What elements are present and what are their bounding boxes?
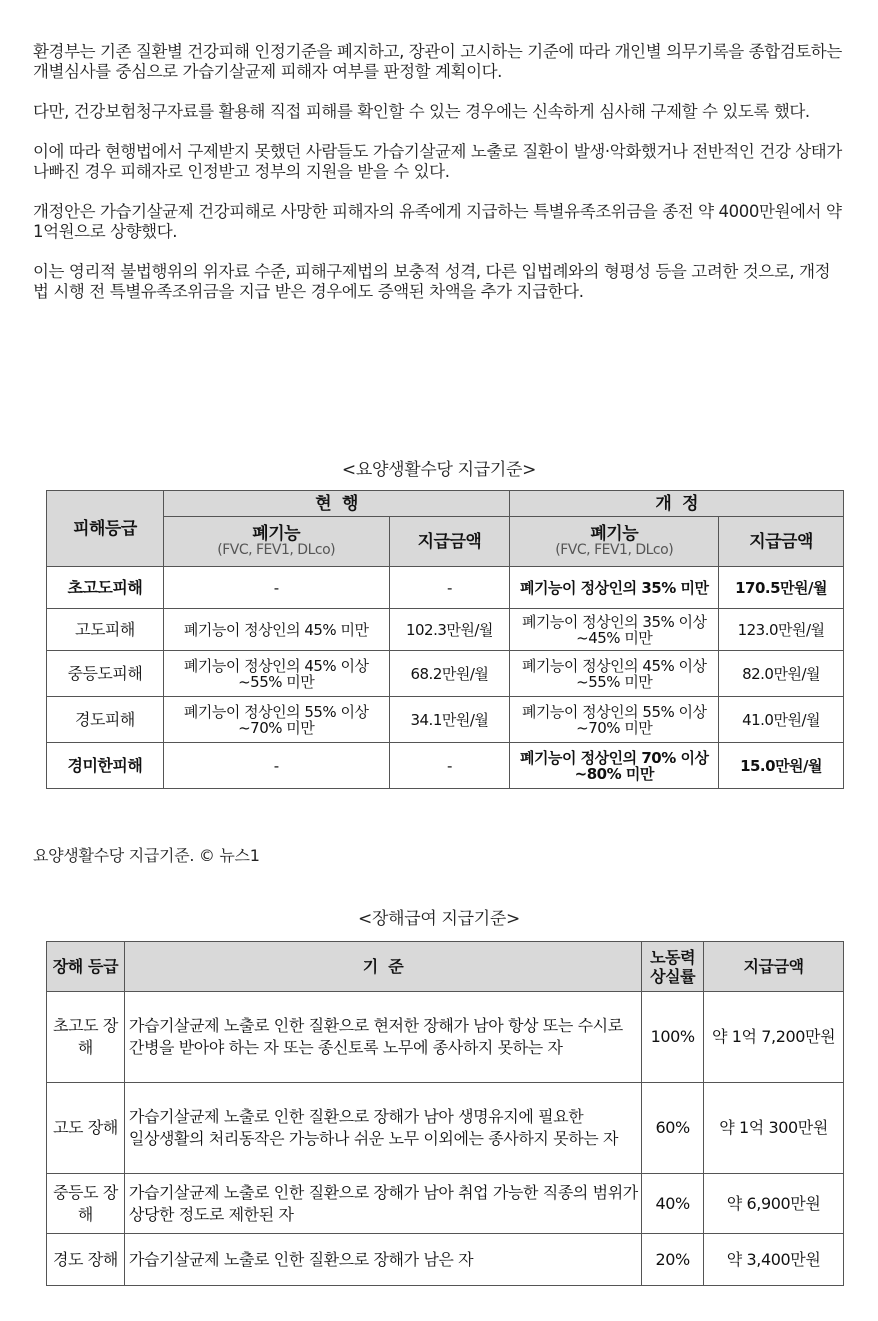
article-paragraph: 환경부는 기존 질환별 건강피해 인정기준을 폐지하고, 장관이 고시하는 기준에 따라 개인별 의무기록을 종합검토하는 개별심사를 중심으로 가습기살균제 피해자 여부를 판정할 계획이다. <box>33 42 842 81</box>
table-row <box>47 1083 844 1174</box>
current-lung-cell: 폐기능이 정상인의 45% 이상~55% 미만 <box>163 651 389 697</box>
criteria-cell: 가습기살균제 노출로 인한 질환으로 현저한 장해가 남아 항상 또는 수시로 간병을 받아야 하는 자 또는 종신토록 노무에 종사하지 못하는 자 <box>124 992 641 1083</box>
current-amount-cell: 102.3만원/월 <box>389 609 510 651</box>
revised-lung-cell: 폐기능이 정상인의 35% 미만 <box>510 567 719 609</box>
table-row <box>47 743 844 789</box>
amount-cell: 약 3,400만원 <box>704 1234 844 1286</box>
table-row <box>47 1234 844 1286</box>
header-lung-sub: (FVC, FEV1, DLco) <box>217 541 336 558</box>
photo-caption: 요양생활수당 지급기준. © 뉴스1 <box>33 846 260 865</box>
table-row <box>47 609 844 651</box>
criteria-cell: 가습기살균제 노출로 인한 질환으로 장해가 남아 생명유지에 필요한 일상생활의 처리동작은 가능하나 쉬운 노무 이외에는 종사하지 못하는 자 <box>124 1083 641 1174</box>
header-amount-revised: 지급금액 <box>719 517 844 567</box>
rate-cell: 100% <box>642 992 704 1083</box>
header-lung-label: 폐기능 <box>590 523 639 544</box>
revised-amount-cell: 170.5만원/월 <box>719 567 844 609</box>
table-row <box>47 992 844 1083</box>
amount-cell: 약 1억 300만원 <box>704 1083 844 1174</box>
header-lung-label: 폐기능 <box>252 523 301 544</box>
table-row <box>47 1174 844 1234</box>
header-amount: 지급금액 <box>704 942 844 992</box>
grade-cell: 초고도피해 <box>47 567 164 609</box>
revised-lung-cell: 폐기능이 정상인의 70% 이상~80% 미만 <box>510 743 719 789</box>
current-amount-cell: 34.1만원/월 <box>389 697 510 743</box>
current-amount-cell: 68.2만원/월 <box>389 651 510 697</box>
article-paragraph: 개정안은 가습기살균제 건강피해로 사망한 피해자의 유족에게 지급하는 특별유족조위금을 종전 약 4000만원에서 약 1억원으로 상향했다. <box>33 202 842 241</box>
revised-lung-cell: 폐기능이 정상인의 45% 이상~55% 미만 <box>510 651 719 697</box>
header-grade: 장해 등급 <box>47 942 125 992</box>
amount-cell: 약 6,900만원 <box>704 1174 844 1234</box>
table1-title: <요양생활수당 지급기준> <box>341 460 537 480</box>
grade-cell: 초고도 장해 <box>47 992 125 1083</box>
rate-cell: 20% <box>642 1234 704 1286</box>
revised-amount-cell: 123.0만원/월 <box>719 609 844 651</box>
criteria-cell: 가습기살균제 노출로 인한 질환으로 장해가 남아 취업 가능한 직종의 범위가 상당한 정도로 제한된 자 <box>124 1174 641 1234</box>
grade-cell: 경도피해 <box>47 697 164 743</box>
article-paragraph: 다만, 건강보험청구자료를 활용해 직접 피해를 확인할 수 있는 경우에는 신속하게 심사해 구제할 수 있도록 했다. <box>33 102 810 121</box>
table-row <box>47 567 844 609</box>
revised-amount-cell: 41.0만원/월 <box>719 697 844 743</box>
current-lung-cell: 폐기능이 정상인의 55% 이상~70% 미만 <box>163 697 389 743</box>
current-lung-cell: 폐기능이 정상인의 45% 미만 <box>163 609 389 651</box>
header-lung-current <box>163 517 389 567</box>
revised-lung-cell: 폐기능이 정상인의 55% 이상~70% 미만 <box>510 697 719 743</box>
table-row <box>47 651 844 697</box>
grade-cell: 중등도 장해 <box>47 1174 125 1234</box>
grade-cell: 고도 장해 <box>47 1083 125 1174</box>
rate-cell: 60% <box>642 1083 704 1174</box>
header-revised: 개 정 <box>510 491 844 517</box>
current-amount-cell: - <box>389 743 510 789</box>
header-lung-sub: (FVC, FEV1, DLco) <box>555 541 674 558</box>
article-body <box>33 42 848 322</box>
header-criteria: 기 준 <box>124 942 641 992</box>
table-row <box>47 697 844 743</box>
rate-cell: 40% <box>642 1174 704 1234</box>
grade-cell: 중등도피해 <box>47 651 164 697</box>
revised-amount-cell: 82.0만원/월 <box>719 651 844 697</box>
grade-cell: 경도 장해 <box>47 1234 125 1286</box>
grade-cell: 고도피해 <box>47 609 164 651</box>
criteria-cell: 가습기살균제 노출로 인한 질환으로 장해가 남은 자 <box>124 1234 641 1286</box>
header-grade: 피해등급 <box>47 491 164 567</box>
article-paragraph: 이는 영리적 불법행위의 위자료 수준, 피해구제법의 보충적 성격, 다른 입법례와의 형평성 등을 고려한 것으로, 개정 법 시행 전 특별유족조위금을 지급 받은 경우에도 증액된 차액을 추가 지급한다. <box>33 262 831 301</box>
header-amount-current: 지급금액 <box>389 517 510 567</box>
header-loss-rate: 노동력 상실률 <box>642 942 704 992</box>
current-lung-cell: - <box>163 567 389 609</box>
current-lung-cell: - <box>163 743 389 789</box>
table2-title: <장해급여 지급기준> <box>358 909 520 929</box>
disability-benefit-table <box>46 941 844 1286</box>
revised-lung-cell: 폐기능이 정상인의 35% 이상~45% 미만 <box>510 609 719 651</box>
care-allowance-table <box>46 490 844 789</box>
revised-amount-cell: 15.0만원/월 <box>719 743 844 789</box>
grade-cell: 경미한피해 <box>47 743 164 789</box>
amount-cell: 약 1억 7,200만원 <box>704 992 844 1083</box>
header-lung-revised <box>510 517 719 567</box>
article-paragraph: 이에 따라 현행법에서 구제받지 못했던 사람들도 가습기살균제 노출로 질환이 발생·악화했거나 전반적인 건강 상태가 나빠진 경우 피해자로 인정받고 정부의 지원을 받을 수 있다. <box>33 142 842 181</box>
current-amount-cell: - <box>389 567 510 609</box>
header-current: 현 행 <box>163 491 510 517</box>
